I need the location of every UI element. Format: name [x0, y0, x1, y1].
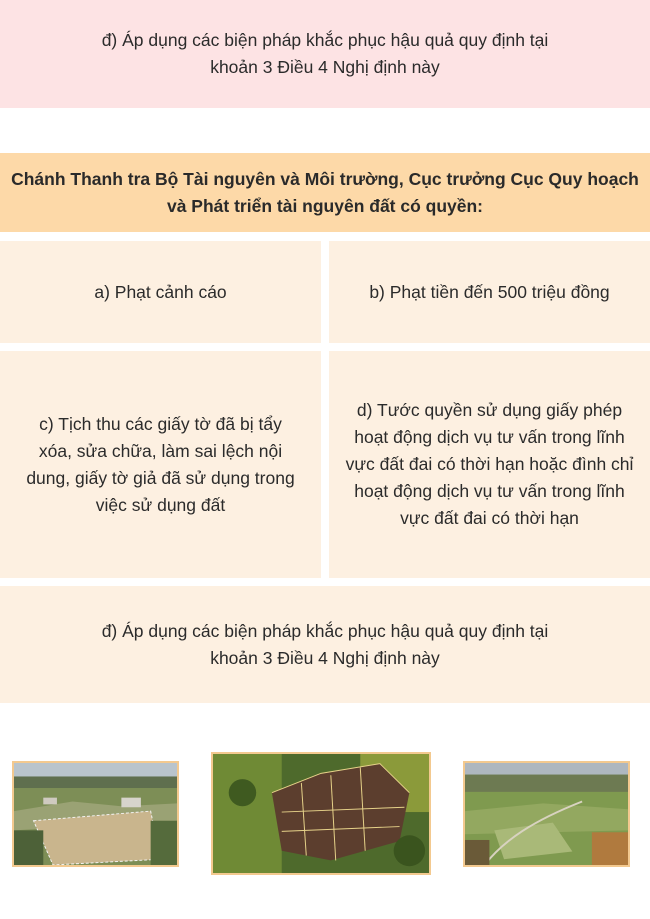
power-text-e: đ) Áp dụng các biện pháp khắc phục hậu quả quy định tại khoản 3 Điều 4 Nghị định này: [101, 620, 549, 668]
power-text-a: a) Phạt cảnh cáo: [94, 281, 227, 302]
power-text-c: c) Tịch thu các giấy tờ đã bị tẩy xóa, sửa chữa, làm sai lệch nội dung, giấy tờ giả đã sử dụng trong việc sử dụng đất: [26, 413, 295, 515]
power-cell-d: [329, 351, 650, 578]
wetland-plots-photo: [211, 752, 431, 875]
power-cell-e: [0, 586, 650, 703]
authority-header: [0, 153, 650, 232]
top-note-box: [0, 0, 650, 108]
power-cell-c: [0, 351, 321, 578]
power-text-d: d) Tước quyền sử dụng giấy phép hoạt động dịch vụ tư vấn trong lĩnh vực đất đai có thời hạn hoặc đình chỉ hoạt động dịch vụ tư vấn trong lĩnh vực đất đai có thời hạn: [345, 400, 634, 528]
land-plot-photo: [12, 761, 179, 867]
power-text-b: b) Phạt tiền đến 500 triệu đồng: [369, 281, 610, 302]
power-cell-a: [0, 241, 321, 343]
power-cell-b: [329, 241, 650, 343]
top-note-text: đ) Áp dụng các biện pháp khắc phục hậu quả quy định tại khoản 3 Điều 4 Nghị định này: [101, 30, 549, 77]
rural-fields-photo: [463, 761, 630, 867]
authority-header-text: Chánh Thanh tra Bộ Tài nguyên và Môi trường, Cục trưởng Cục Quy hoạch và Phát triển tài nguyên đất có quyền:: [11, 168, 639, 216]
